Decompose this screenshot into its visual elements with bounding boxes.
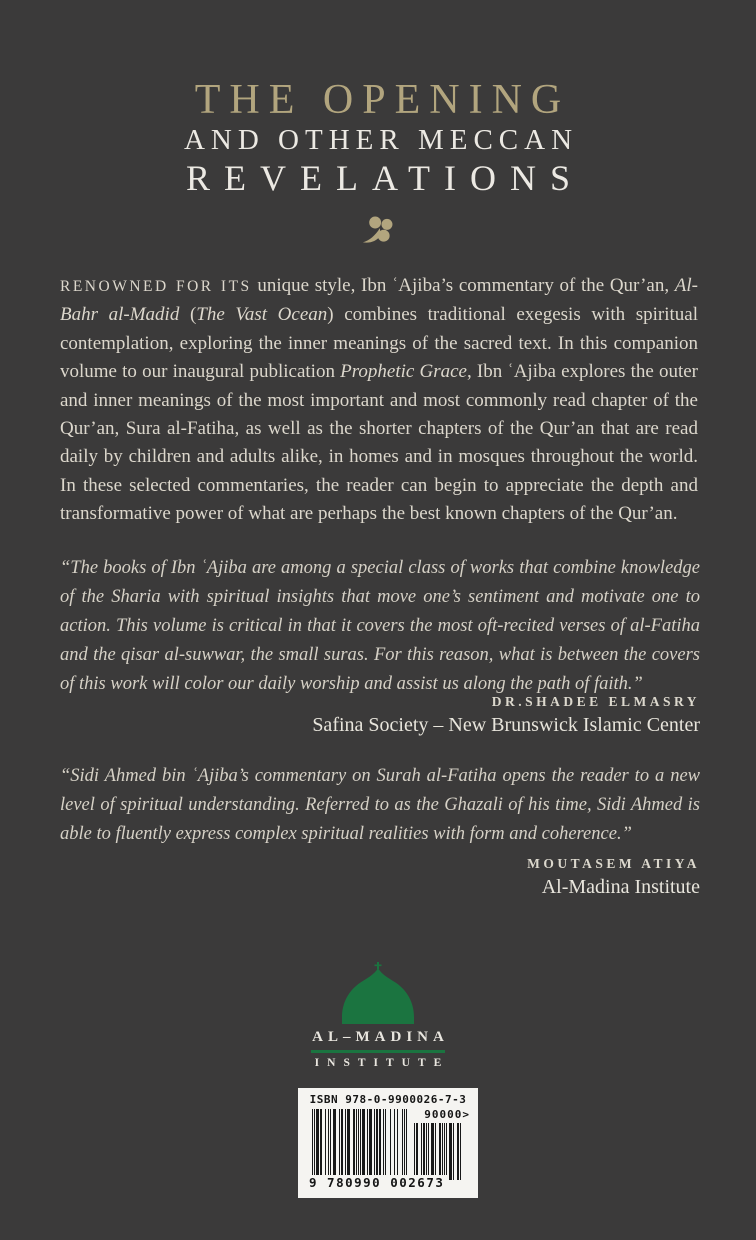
description-run-normal: ) combines traditional exegesis with spiritual contemplation, exploring the inner meanings of the sacred text. In this companion volume to our inaugural publication [60, 304, 699, 383]
endorsement-quote-2: “Sidi Ahmed bin ʿAjiba’s commentary on Surah al-Fatiha opens the reader to a new level of spiritual understanding. Referred to as the Ghazali of his time, Sidi Ahmed is able to fluently express complex spiritual realities with form and coherence.” [60, 766, 700, 844]
endorsement-attribution-1 [312, 694, 700, 737]
ean5-supplement-barcode [413, 1123, 461, 1180]
logo-divider [311, 1050, 445, 1053]
price-code: 90000> [424, 1108, 470, 1121]
book-title-line3: REVELATIONS [186, 157, 584, 198]
description-run-normal: , Ibn ʿAjiba explores the outer and inner meanings of the most important and most commonly read chapter of the Qur’an, Sura al-Fatiha, as well as the shorter chapters of the Qur’an that are read daily by children and adults alike, in homes and in mosques throughout the world. In these selected commentaries, the reader can begin to appreciate the depth and transformative power of what are perhaps the best known chapters of the Qur’an. [60, 361, 698, 525]
publisher-name-line1: AL–MADINA [312, 1029, 449, 1045]
endorser-name-2: MOUTASEM ATIYA [527, 856, 700, 871]
mosque-dome-icon [337, 962, 419, 1026]
isbn-label: ISBN 978-0-9900026-7-3 [309, 1093, 467, 1106]
endorsement-attribution-2 [527, 856, 700, 899]
book-description [60, 272, 698, 529]
publisher-name-line2: INSTITUTE [314, 1057, 450, 1069]
title-block [0, 78, 756, 248]
description-run-normal: unique style, Ibn ʿAjiba’s commentary of the Qur’an, [251, 275, 675, 296]
publisher-logo [0, 962, 756, 1069]
barcode-block [298, 1088, 478, 1198]
description-run-italic: The Vast Ocean [196, 304, 328, 326]
book-title-line2: AND OTHER MECCAN [183, 124, 579, 157]
description-run-smallcaps: RENOWNED FOR ITS [60, 278, 252, 295]
ean13-barcode [312, 1109, 407, 1180]
isbn-digits: 9 780990 002673 [306, 1175, 447, 1190]
endorser-org-1: Safina Society – New Brunswick Islamic Center [312, 714, 700, 736]
book-title-line1: THE OPENING [194, 77, 571, 123]
description-run-italic: Al-Bahr al-Madid [60, 275, 698, 326]
endorser-name-1: DR.SHADEE ELMASRY [491, 694, 700, 709]
fleuron-icon [0, 214, 756, 248]
endorser-org-2: Al-Madina Institute [541, 876, 700, 898]
description-run-normal: ( [179, 304, 197, 326]
endorsement-quote-1: “The books of Ibn ʿAjiba are among a special class of works that combine knowledge of the Sharia with spiritual insights that move one’s sentiment and motivate one to action. This volume is critical in that it covers the most oft-recited verses of al-Fatiha and the qisar al-suwwar, the small suras. For this reason, what is between the covers of this work will color our daily worship and assist us along the path of faith.” [60, 558, 700, 694]
description-run-italic: Prophetic Grace [340, 361, 467, 383]
